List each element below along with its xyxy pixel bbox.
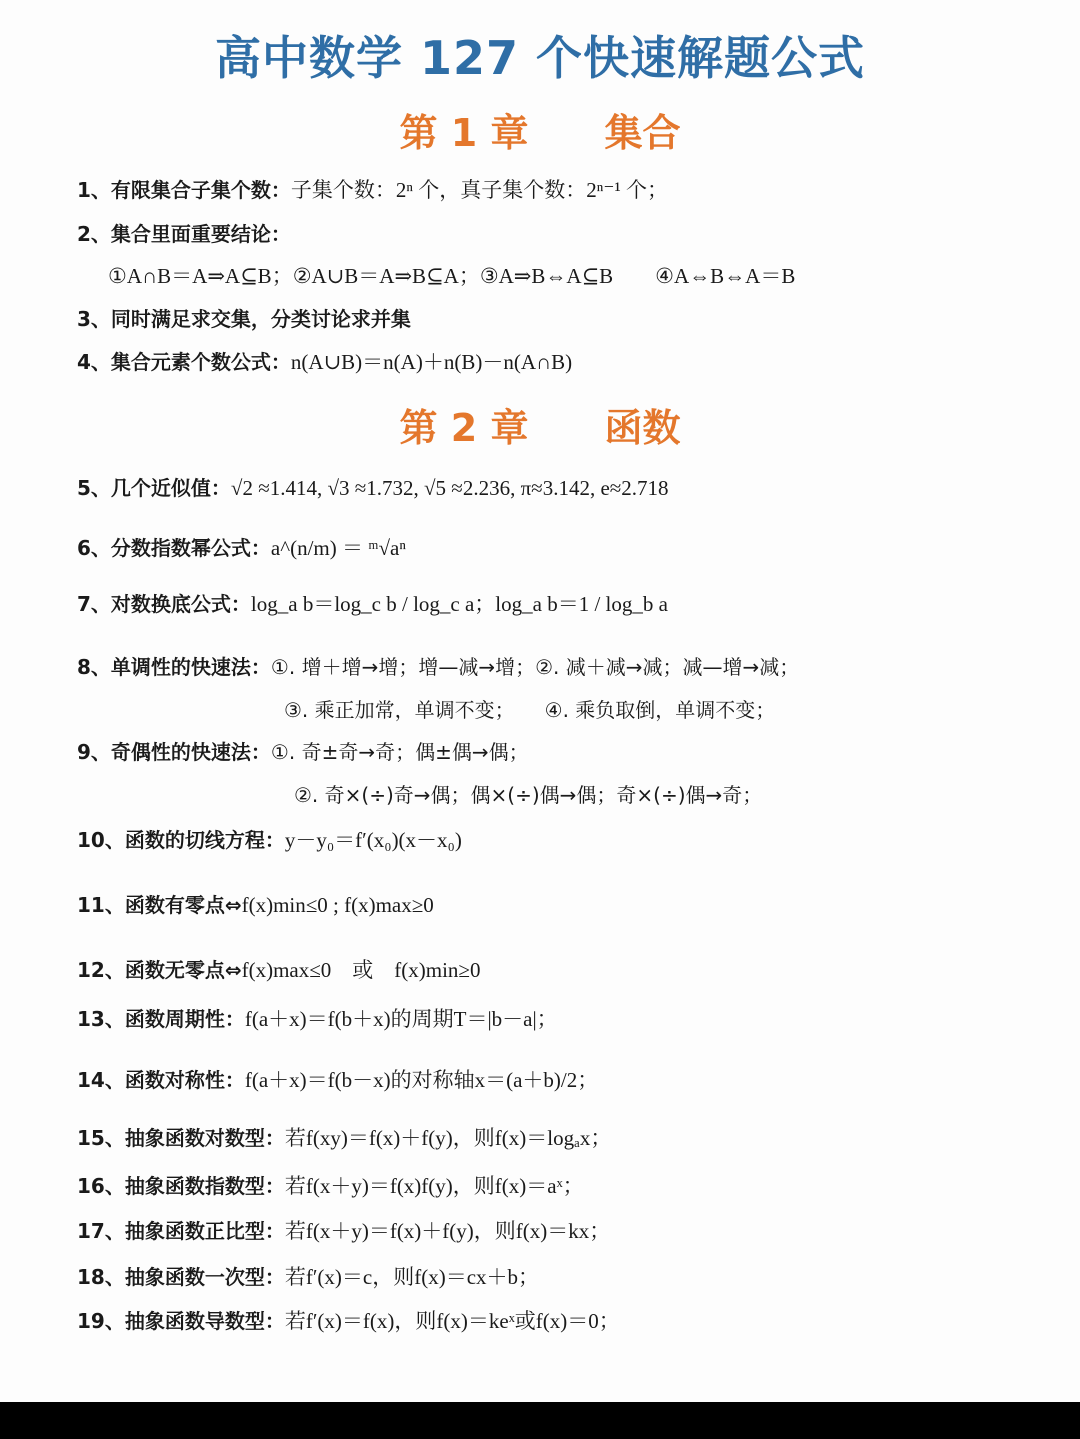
item-text: 若f(xy)＝f(x)＋f(y)，则f(x)＝logₐx； bbox=[284, 1126, 612, 1150]
chapter-2-heading: 第 2 章 函数 bbox=[399, 406, 681, 450]
item-number: 2、 bbox=[77, 222, 111, 246]
item-text: ②. 奇×(÷)奇→偶；偶×(÷)偶→偶；奇×(÷)偶→奇； bbox=[294, 783, 763, 807]
item-text: f(a＋x)＝f(b－x)的对称轴x＝(a＋b)/2； bbox=[244, 1068, 599, 1092]
item-text: 若f′(x)＝c，则f(x)＝cx＋b； bbox=[284, 1265, 540, 1289]
formula-item bbox=[77, 1126, 611, 1150]
item-key: 抽象函数指数型： bbox=[124, 1174, 285, 1198]
item-key: 函数的切线方程： bbox=[124, 828, 285, 852]
formula-item bbox=[77, 958, 480, 982]
formula-item bbox=[77, 655, 799, 679]
formula-item bbox=[77, 1068, 598, 1092]
item-number: 12、 bbox=[77, 958, 125, 982]
item-text: 子集个数：2ⁿ 个，真子集个数：2ⁿ⁻¹ 个； bbox=[290, 178, 669, 202]
formula-item bbox=[77, 178, 668, 202]
item-key: 集合元素个数公式： bbox=[110, 350, 291, 374]
item-text: ③. 乘正加常，单调不变； ④. 乘负取倒，单调不变； bbox=[284, 698, 776, 722]
item-number: 10、 bbox=[77, 828, 125, 852]
item-text: ①. 奇±奇→奇；偶±偶→偶； bbox=[270, 740, 529, 764]
item-text: n(A∪B)＝n(A)＋n(B)－n(A∩B) bbox=[290, 350, 573, 374]
item-text: a^(n/m) ＝ ᵐ√aⁿ bbox=[270, 536, 406, 560]
item-number: 15、 bbox=[77, 1126, 125, 1150]
item-number: 4、 bbox=[77, 350, 111, 374]
formula-item bbox=[77, 1265, 539, 1289]
formula-item-continuation bbox=[294, 783, 762, 807]
item-key: 分数指数幂公式： bbox=[110, 536, 271, 560]
item-key: 集合里面重要结论： bbox=[110, 222, 291, 246]
formula-item bbox=[77, 592, 668, 616]
item-text: ①A∩B＝A⇒A⊆B；②A∪B＝A⇒B⊆A；③A⇒B⇔A⊆B ④A⇔B⇔A＝B bbox=[108, 264, 796, 288]
formula-item bbox=[77, 222, 291, 246]
formula-item bbox=[77, 828, 462, 852]
item-number: 14、 bbox=[77, 1068, 125, 1092]
item-number: 1、 bbox=[77, 178, 111, 202]
item-number: 19、 bbox=[77, 1309, 125, 1333]
bottom-black-bar bbox=[0, 1402, 1080, 1439]
item-key: 同时满足求交集，分类讨论求并集 bbox=[110, 307, 411, 331]
item-number: 11、 bbox=[77, 893, 125, 917]
item-key: 奇偶性的快速法： bbox=[110, 740, 271, 764]
item-number: 13、 bbox=[77, 1007, 125, 1031]
item-text: ①. 增＋增→增；增—减→增；②. 减＋减→减；减—增→减； bbox=[270, 655, 800, 679]
formula-item-continuation bbox=[108, 264, 795, 288]
formula-item bbox=[77, 350, 572, 374]
item-key: 函数有零点⇔ bbox=[124, 893, 242, 917]
formula-item bbox=[77, 1007, 558, 1031]
formula-item-continuation bbox=[284, 698, 775, 722]
item-key: 抽象函数一次型： bbox=[124, 1265, 285, 1289]
item-text: f(a＋x)＝f(b＋x)的周期T＝|b－a|； bbox=[244, 1007, 558, 1031]
item-key: 有限集合子集个数： bbox=[110, 178, 291, 202]
formula-item bbox=[77, 536, 406, 560]
item-text: f(x)max≤0 或 f(x)min≥0 bbox=[241, 958, 481, 982]
item-number: 6、 bbox=[77, 536, 111, 560]
item-number: 7、 bbox=[77, 592, 111, 616]
item-key: 抽象函数正比型： bbox=[124, 1219, 285, 1243]
item-number: 9、 bbox=[77, 740, 111, 764]
item-number: 3、 bbox=[77, 307, 111, 331]
item-text: 若f(x＋y)＝f(x)f(y)，则f(x)＝aˣ； bbox=[284, 1174, 584, 1198]
item-text: f(x)min≤0 ; f(x)max≥0 bbox=[241, 893, 434, 917]
formula-item bbox=[77, 1219, 610, 1243]
chapter-1-heading: 第 1 章 集合 bbox=[399, 111, 681, 155]
item-number: 8、 bbox=[77, 655, 111, 679]
item-key: 单调性的快速法： bbox=[110, 655, 271, 679]
item-key: 函数对称性： bbox=[124, 1068, 245, 1092]
item-key: 抽象函数对数型： bbox=[124, 1126, 285, 1150]
item-number: 5、 bbox=[77, 476, 111, 500]
item-key: 函数无零点⇔ bbox=[124, 958, 242, 982]
item-text: y－y₀＝f′(x₀)(x－x₀) bbox=[284, 828, 462, 852]
formula-item bbox=[77, 740, 529, 764]
formula-item bbox=[77, 476, 669, 500]
formula-item bbox=[77, 1174, 584, 1198]
item-key: 抽象函数导数型： bbox=[124, 1309, 285, 1333]
item-text: 若f(x＋y)＝f(x)＋f(y)，则f(x)＝kx； bbox=[284, 1219, 611, 1243]
page-title: 高中数学 127 个快速解题公式 bbox=[214, 31, 866, 85]
formula-item bbox=[77, 1309, 620, 1333]
item-number: 17、 bbox=[77, 1219, 125, 1243]
item-text: 若f′(x)＝f(x)，则f(x)＝keˣ或f(x)＝0； bbox=[284, 1309, 620, 1333]
item-number: 16、 bbox=[77, 1174, 125, 1198]
formula-item bbox=[77, 307, 411, 331]
item-number: 18、 bbox=[77, 1265, 125, 1289]
item-text: √2 ≈1.414, √3 ≈1.732, √5 ≈2.236, π≈3.142, e≈2.718 bbox=[230, 476, 669, 500]
item-key: 几个近似值： bbox=[110, 476, 231, 500]
formula-item bbox=[77, 893, 434, 917]
item-key: 函数周期性： bbox=[124, 1007, 245, 1031]
item-key: 对数换底公式： bbox=[110, 592, 251, 616]
item-text: log_a b＝log_c b / log_c a；log_a b＝1 / log_b a bbox=[250, 592, 668, 616]
